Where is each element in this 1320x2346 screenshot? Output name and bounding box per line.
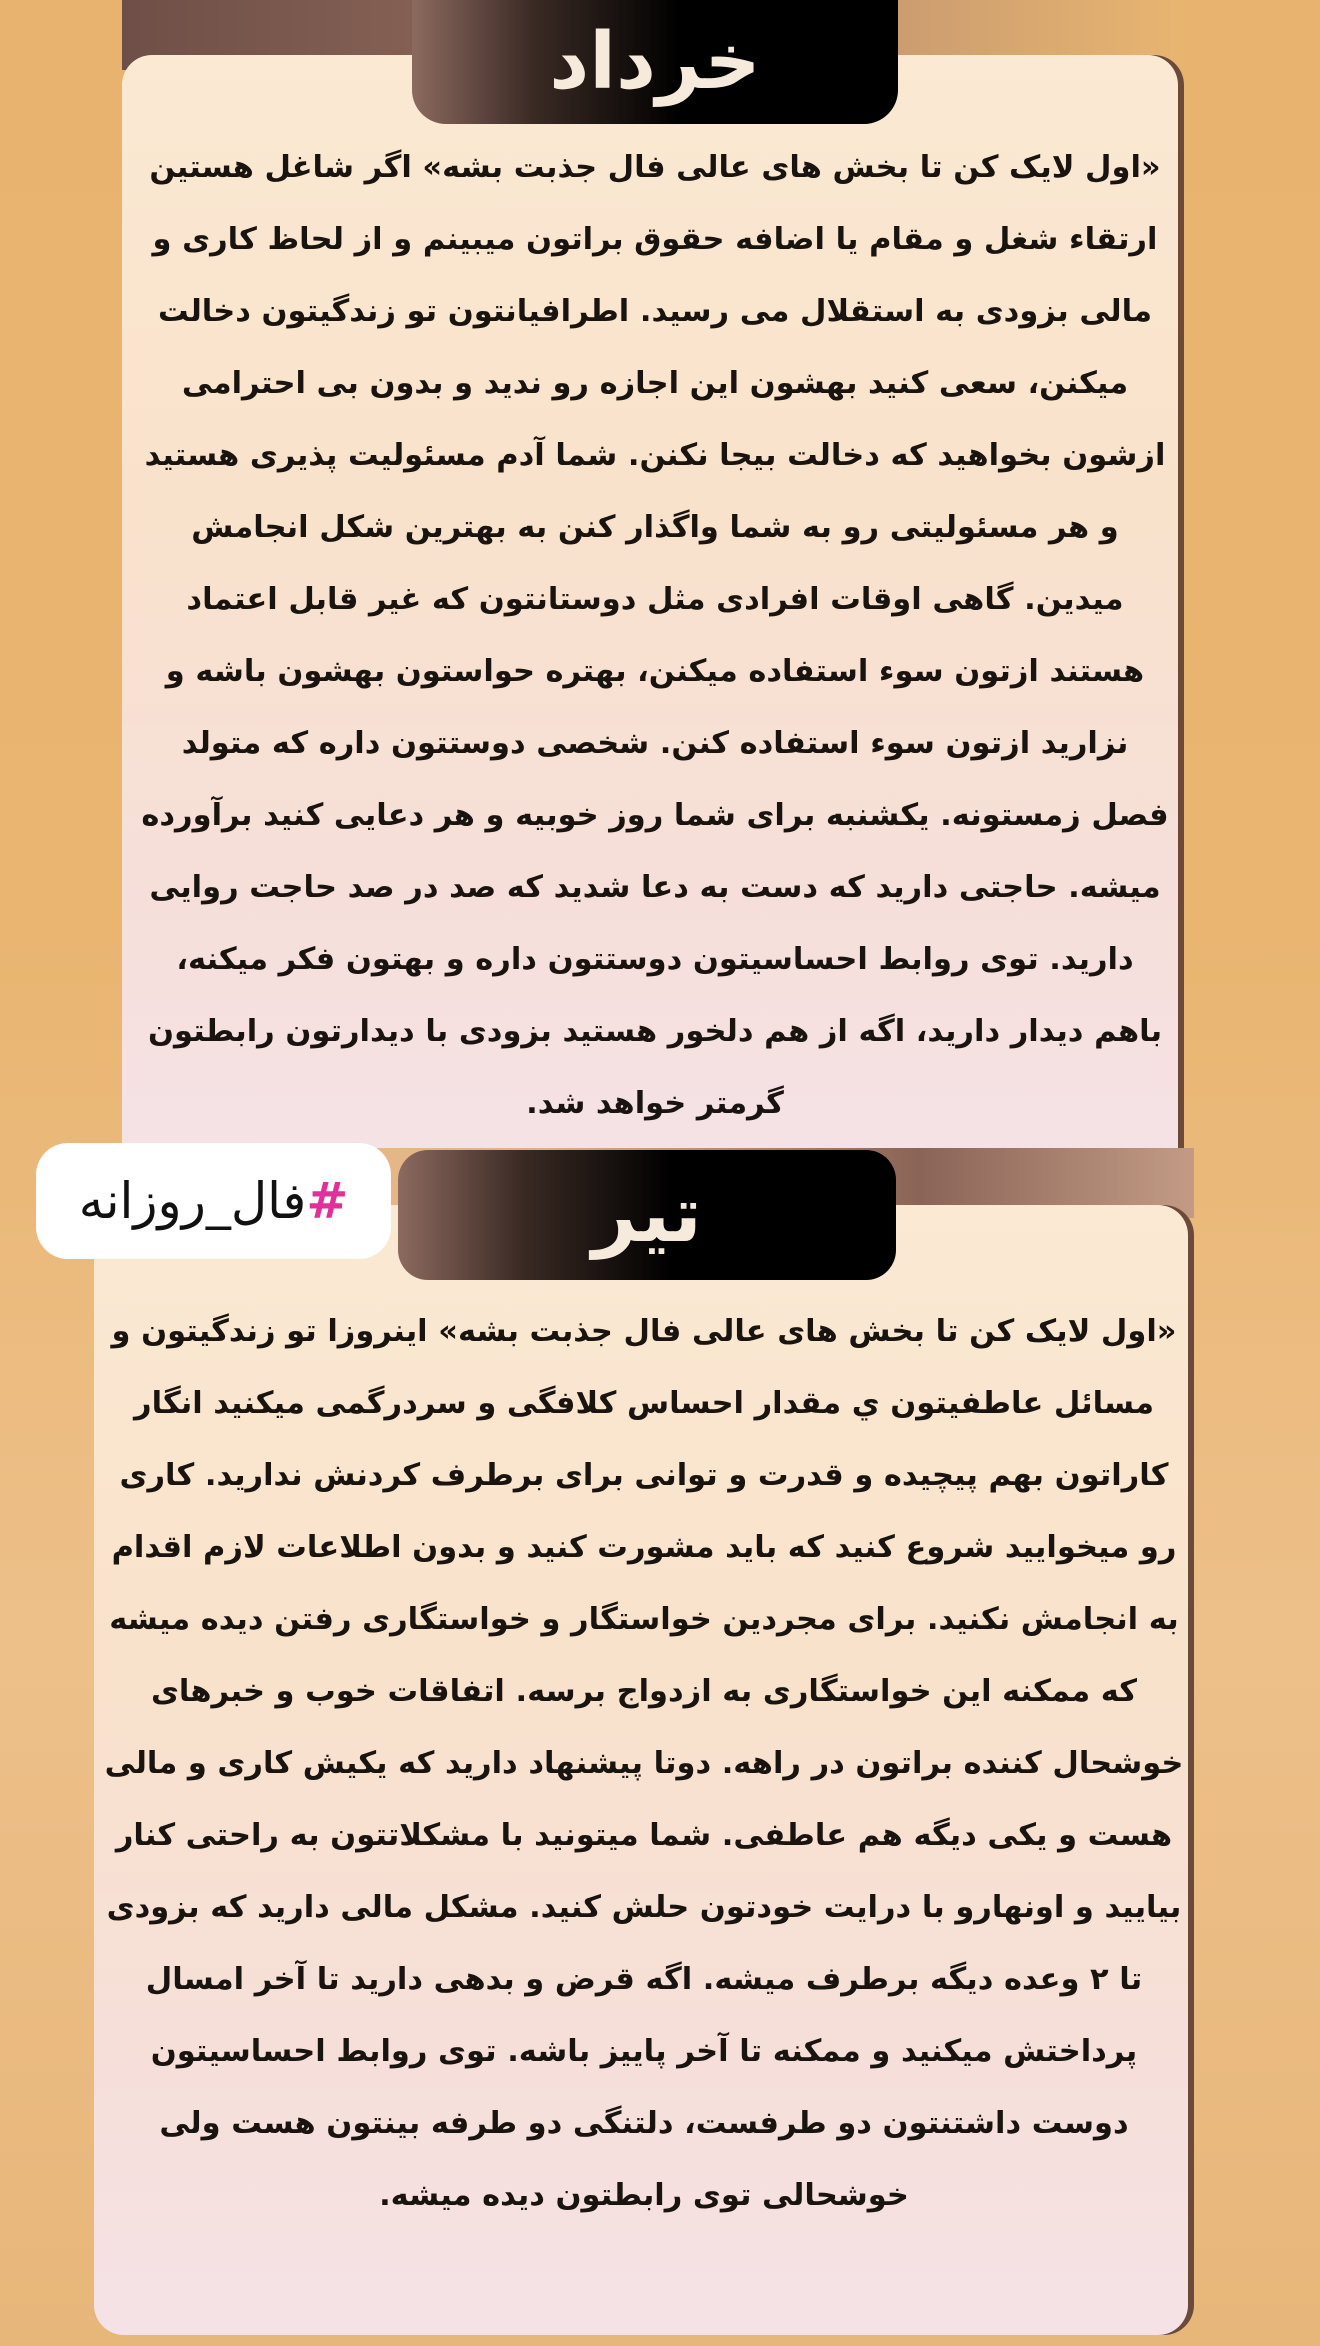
hashtag-label: فال_روزانه bbox=[78, 1172, 307, 1230]
section-title-tir: تیر bbox=[398, 1150, 896, 1280]
section-title-khordad: خرداد bbox=[412, 0, 898, 124]
section-text-tir: «اول لایک کن تا بخش های عالی فال جذبت بشه» اینروزا تو زندگیتون و مسائل عاطفیتون ي مقدار احساس کلافگی و سردرگمی میکنید انگار کاراتون بهم پیچیده و قدرت و توانی برای برطرف کردنش ندارید. کاری رو میخوایید شروع کنید که باید مشورت کنید و بدون اطلاعات لازم اقدام به انجامش نکنید. برای مجردین خواستگار و خواستگاری رفتن دیده میشه که ممکنه این خواستگاری به ازدواج برسه. اتفاقات خوب و خبرهای خوشحال کننده براتون در راهه. دوتا پیشنهاد دارید که یکیش کاری و مالی هست و یکی دیگه هم عاطفی. شما میتونید با مشکلاتتون به راحتی کنار بیایید و اونهارو با درایت خودتون حلش کنید. مشکل مالی دارید که بزودی تا ۲ وعده دیگه برطرف میشه. اگه قرض و بدهی دارید تا آخر امسال پرداختش میکنید و ممکنه تا آخر پاییز باشه. توی روابط احساسیتون دوست داشتنتون دو طرفست، دلتنگی دو طرفه بینتون هست ولی خوشحالی توی رابطتون دیده میشه. bbox=[104, 1314, 1184, 2213]
hashtag-symbol: # bbox=[306, 1172, 349, 1230]
hashtag-sticker[interactable] bbox=[36, 1143, 391, 1259]
section-text-khordad: «اول لایک کن تا بخش های عالی فال جذبت بشه» اگر شاغل هستین ارتقاء شغل و مقام یا اضافه حقوق براتون میبینم و از لحاظ کاری و مالی بزودی به استقلال می رسید. اطرافیانتون تو زندگیتون دخالت میکنن، سعی کنید بهشون این اجازه رو ندید و بدون بی احترامی ازشون بخواهید که دخالت بیجا نکنن. شما آدم مسئولیت پذیری هستید و هر مسئولیتی رو به شما واگذار کنن به بهترین شکل انجامش میدین. گاهی اوقات افرادی مثل دوستانتون که غیر قابل اعتماد هستند ازتون سوء استفاده میکنن، بهتره حواستون بهشون باشه و نزارید ازتون سوء استفاده کنن. شخصی دوستتون داره که متولد فصل زمستونه. یکشنبه برای شما روز خوبیه و هر دعایی کنید برآورده میشه. حاجتی دارید که دست به دعا شدید که صد در صد حاجت روایی دارید. توی روابط احساسیتون دوستتون داره و بهتون فکر میکنه، باهم دیدار دارید، اگه از هم دلخور هستید بزودی با دیدارتون رابطتون گرمتر خواهد شد. bbox=[141, 150, 1169, 1121]
